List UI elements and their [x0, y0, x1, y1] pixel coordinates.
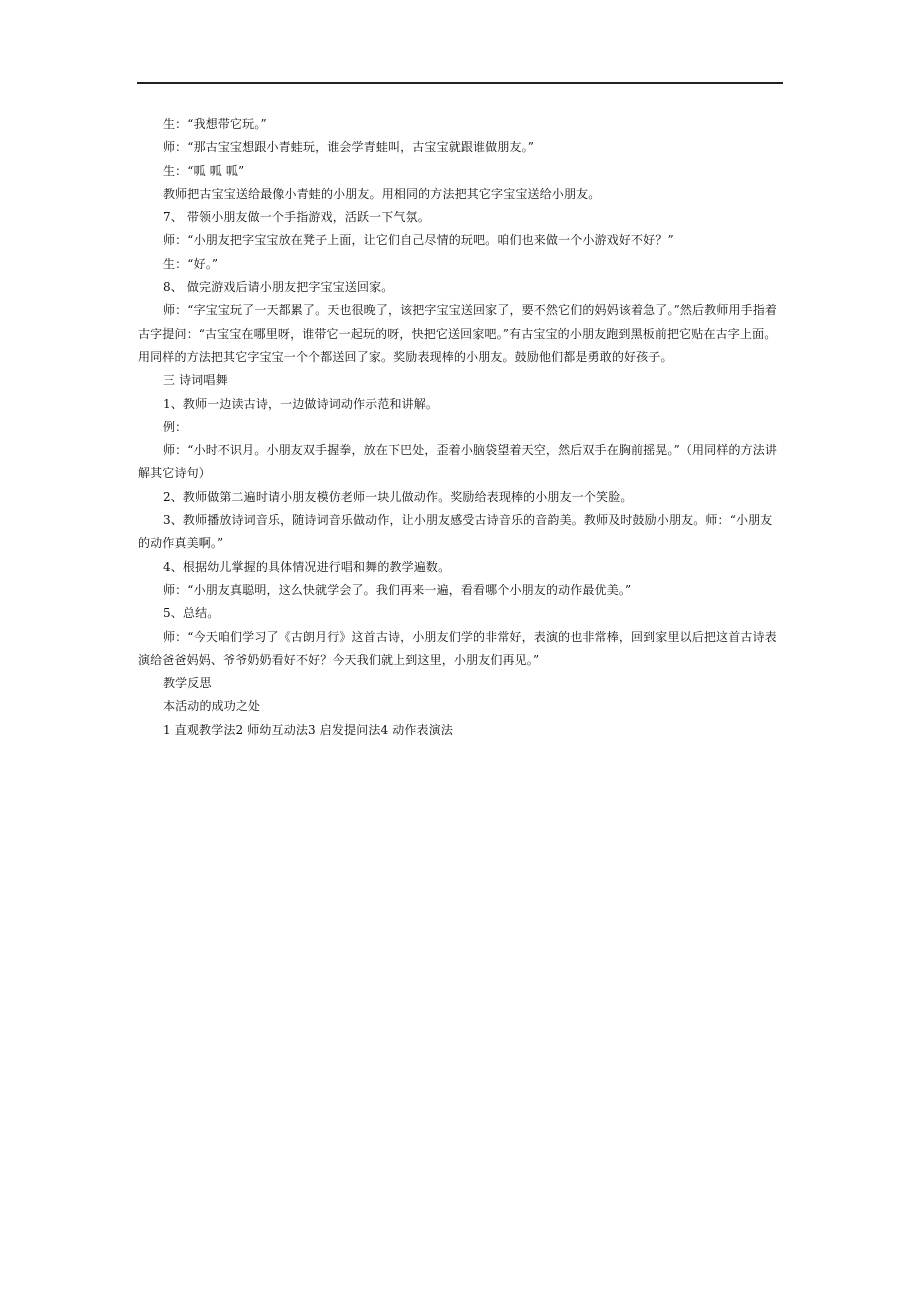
numbered-step: 7、 带领小朋友做一个手指游戏，活跃一下气氛。 — [163, 210, 430, 225]
section-heading: 三 诗词唱舞 — [163, 373, 228, 388]
numbered-step: 4、根据幼儿掌握的具体情况进行唱和舞的教学遍数。 — [163, 559, 451, 574]
numbered-step: 3、教师播放诗词音乐，随诗词音乐做动作，让小朋友感受古诗音乐的音韵美。教师及时鼓励小朋友。师：“小朋友的动作真美啊。” — [138, 513, 773, 551]
numbered-step: 5、总结。 — [163, 606, 220, 621]
numbered-step: 1、教师一边读古诗，一边做诗词动作示范和讲解。 — [163, 396, 439, 411]
dialogue-line: 师：“小朋友把字宝宝放在凳子上面，让它们自己尽情的玩吧。咱们也来做一个小游戏好不好？” — [163, 233, 674, 248]
dialogue-line: 生：“好。” — [163, 256, 219, 271]
method-list: 1 直观教学法2 师幼互动法3 启发提问法4 动作表演法 — [163, 722, 453, 737]
document-body — [138, 113, 783, 742]
body-paragraph: 教师把古宝宝送给最像小青蛙的小朋友。用相同的方法把其它字宝宝送给小朋友。 — [163, 186, 601, 201]
dialogue-paragraph: 师：“今天咱们学习了《古朗月行》这首古诗，小朋友们学的非常好，表演的也非常棒，回到家里以后把这首古诗表演给爸爸妈妈、爷爷奶奶看好不好？今天我们就上到这里，小朋友们再见。” — [138, 629, 777, 667]
section-heading: 教学反思 — [163, 676, 212, 691]
example-label: 例： — [163, 419, 188, 434]
subheading: 本活动的成功之处 — [163, 699, 261, 714]
dialogue-paragraph: 师：“字宝宝玩了一天都累了。天也很晚了，该把字宝宝送回家了，要不然它们的妈妈该着急了。”然后教师用手指着古字提问：“古宝宝在哪里呀，谁带它一起玩的呀，快把它送回家吧。”有古宝宝的小朋友跑到黑板前把它贴在古字上面。用同样的方法把其它字宝宝一个个都送回了家。奖励表现棒的小朋友。鼓励他们都是勇敢的好孩子。 — [138, 303, 778, 364]
dialogue-line: 生：“呱 呱 呱” — [163, 163, 245, 178]
numbered-step: 2、教师做第二遍时请小朋友模仿老师一块儿做动作。奖励给表现棒的小朋友一个笑脸。 — [163, 489, 633, 504]
dialogue-line: 师：“那古宝宝想跟小青蛙玩，谁会学青蛙叫，古宝宝就跟谁做朋友。” — [163, 140, 535, 155]
dialogue-line: 生：“我想带它玩。” — [163, 117, 267, 131]
dialogue-paragraph: 师：“小时不识月。小朋友双手握拳，放在下巴处，歪着小脑袋望着天空，然后双手在胸前摇晃。”（用同样的方法讲解其它诗句） — [138, 443, 778, 481]
header-rule — [137, 82, 783, 84]
numbered-step: 8、 做完游戏后请小朋友把字宝宝送回家。 — [163, 280, 394, 295]
dialogue-line: 师：“小朋友真聪明，这么快就学会了。我们再来一遍，看看哪个小朋友的动作最优美。” — [163, 582, 632, 597]
